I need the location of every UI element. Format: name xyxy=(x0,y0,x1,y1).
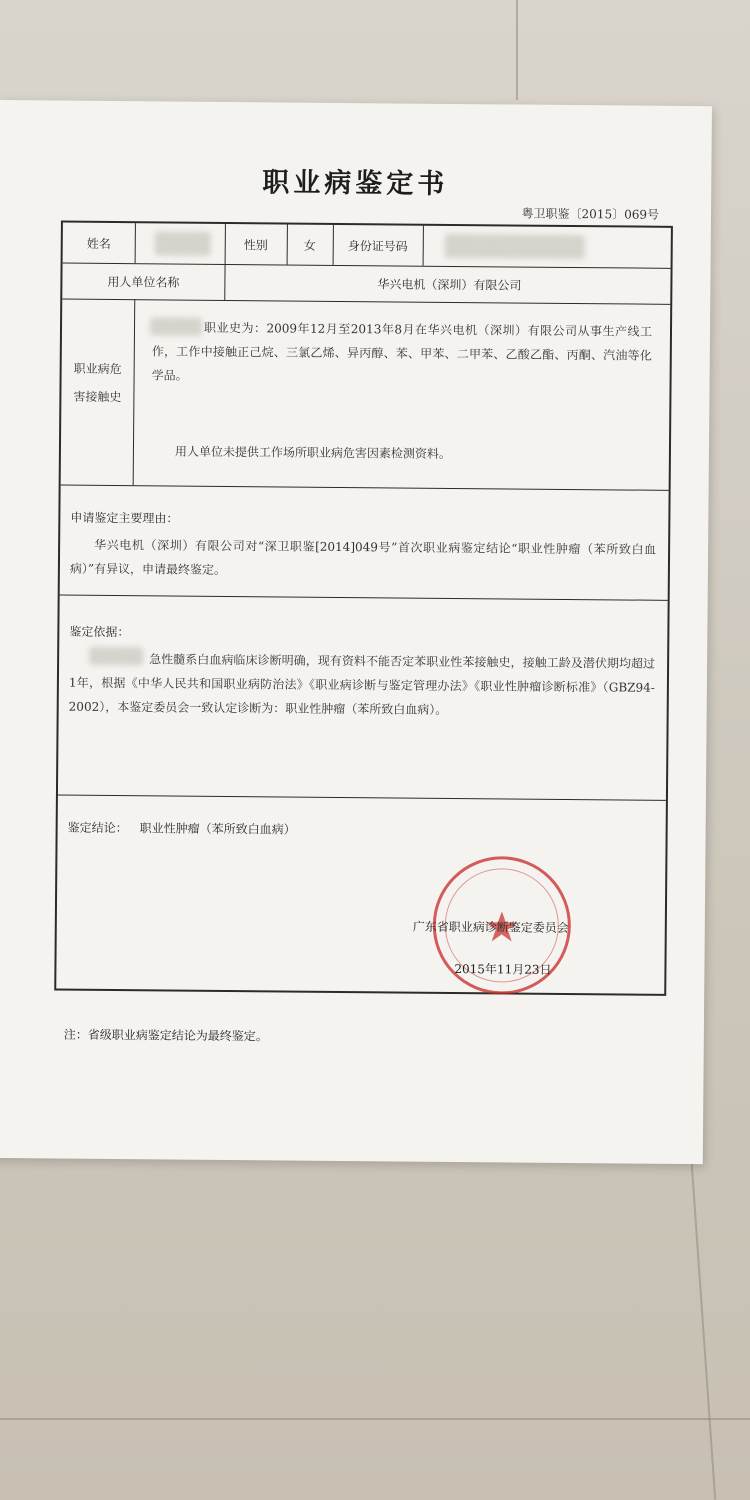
footnote: 注：省级职业病鉴定结论为最终鉴定。 xyxy=(63,1027,268,1044)
name-label: 姓名 xyxy=(86,236,111,251)
exposure-history-label: 职业病危害接触史 xyxy=(73,361,122,405)
signing-committee: 广东省职业病诊断鉴定委员会 xyxy=(412,919,569,935)
workplace-data-text: 用人单位未提供工作场所职业病危害因素检测资料。 xyxy=(174,444,452,461)
document-title: 职业病鉴定书 xyxy=(262,167,449,200)
table-rule xyxy=(60,595,668,601)
redacted-name xyxy=(155,231,211,255)
gender-label: 性别 xyxy=(243,237,268,252)
table-rule xyxy=(61,485,669,491)
application-reason-text: 华兴电机（深圳）有限公司对“深卫职鉴[2014]049号”首次职业病鉴定结论“职业性肿瘤（苯所致白血病）”有异议，申请最终鉴定。 xyxy=(69,537,657,577)
appraisal-form-table xyxy=(54,221,673,996)
application-reason-heading: 申请鉴定主要理由： xyxy=(70,510,179,526)
conclusion-heading: 鉴定结论： xyxy=(67,820,128,836)
conclusion-value: 职业性肿瘤（苯所致白血病） xyxy=(139,821,296,837)
floor-tile-seam xyxy=(516,0,518,100)
floor-tile-seam xyxy=(0,1418,750,1420)
exposure-history-text: 职业史为：2009年12月至2013年8月在华兴电机（深圳）有限公司从事生产线工作，工作中接触正己烷、三氯乙烯、异丙醇、苯、甲苯、二甲苯、乙酸乙酯、丙酮、汽油等化学品。 xyxy=(151,320,653,383)
gender-value: 女 xyxy=(303,238,316,253)
table-rule xyxy=(58,795,666,801)
appraisal-basis-heading: 鉴定依据： xyxy=(69,624,130,640)
document-page xyxy=(0,100,712,1164)
document-number: 粤卫职鉴〔2015〕069号 xyxy=(521,206,660,222)
appraisal-basis-text: 急性髓系白血病临床诊断明确，现有资料不能否定苯职业性苯接触史，接触工龄及潜伏期均超过1年，根据《中华人民共和国职业病防治法》《职业病诊断与鉴定管理办法》《职业性肿瘤诊断标准》（GBZ94-2002），本鉴定委员会一致认定诊断为：职业性肿瘤（苯所致白血病）。 xyxy=(68,652,656,717)
id-number-label: 身份证号码 xyxy=(347,238,408,254)
employer-value: 华兴电机（深圳）有限公司 xyxy=(377,276,522,293)
table-rule xyxy=(133,299,136,485)
signing-date: 2015年11月23日 xyxy=(454,961,552,977)
redacted-id-number xyxy=(445,234,585,259)
employer-label: 用人单位名称 xyxy=(107,274,180,290)
